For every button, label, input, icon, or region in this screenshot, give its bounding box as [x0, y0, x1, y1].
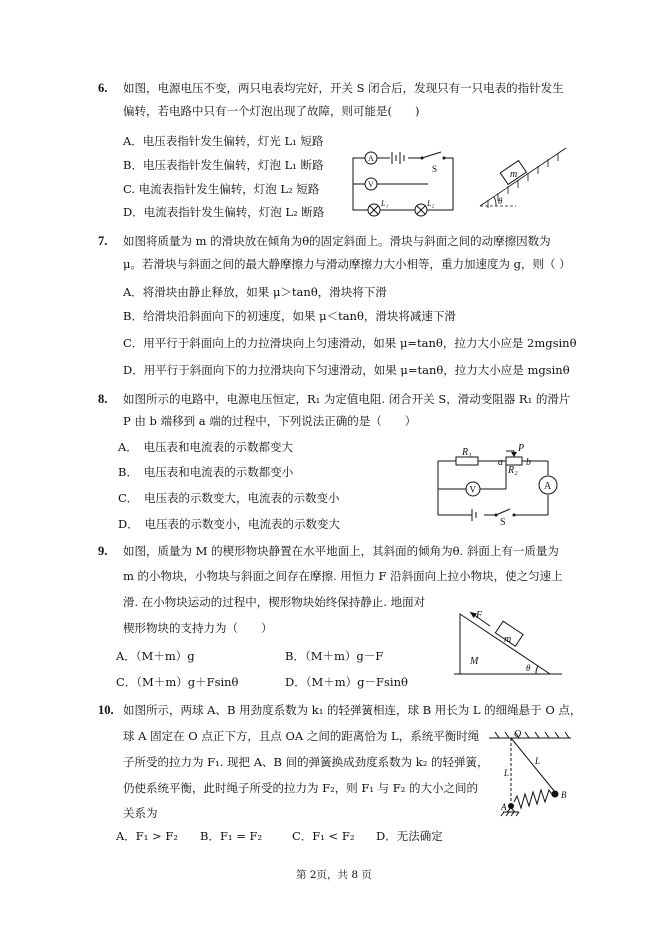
block-m-label: m: [510, 169, 518, 180]
q10-number: 10.: [98, 703, 114, 717]
q6-stem-line1: 如图，电源电压不变，两只电表均完好，开关 S 闭合后，发现只有一只电表的指针发生: [123, 81, 564, 95]
ball-b-icon: [552, 791, 559, 798]
end-b-label: b: [526, 457, 531, 468]
voltmeter-label: V: [368, 180, 374, 189]
q10-stem-line2: 球 A 固定在 O 点正下方，且点 OA 之间的距离恰为 L，系统平衡时绳: [123, 729, 480, 743]
q8-option-a: A． 电压表和电流表的示数都变大: [118, 440, 294, 454]
q7-stem-line2: μ。若滑块与斜面之间的最大静摩擦力与滑动摩擦力大小相等，重力加速度为 g，则（ ）: [123, 257, 571, 271]
q7-number: 7.: [98, 234, 108, 248]
q8-switch-label: S: [500, 517, 506, 528]
q6-option-a: A．电压表指针发生偏转，灯光 L₁ 短路: [123, 134, 324, 148]
q10-stem-line1: 如图所示，两球 A、B 用劲度系数为 k₁ 的轻弹簧相连，球 B 用长为 L 的细绳悬于 O 点，: [123, 703, 582, 717]
q6-option-c: C. 电流表指针发生偏转，灯泡 L₂ 短路: [123, 182, 320, 196]
point-o-label: O: [514, 729, 522, 740]
length-l-label-2: L: [535, 756, 541, 766]
q7-option-d: D．用平行于斜面向下的力拉滑块向下匀速滑动，如果 μ=tanθ，拉力大小应是 mgsinθ: [123, 363, 570, 377]
q10-option-d: D．无法确定: [376, 829, 443, 843]
q9-stem-line1: 如图，质量为 M 的楔形物块静置在水平地面上，其斜面的倾角为θ. 斜面上有一质量为: [123, 544, 559, 558]
q10-option-b: B．F₁ = F₂: [200, 829, 263, 843]
end-a-label: a: [498, 457, 503, 468]
q8-ammeter-label: A: [544, 481, 552, 492]
q9-option-d: D．（M＋m）g－Fsinθ: [285, 675, 408, 689]
q9-stem-line2: m 的小物块，小物块与斜面之间存在摩擦. 用恒力 F 沿斜面向上拉小物块，使之匀速上: [123, 569, 563, 583]
q7-option-b: B．给滑块沿斜面向下的初速度，如果 μ＜tanθ，滑块将减速下滑: [123, 309, 456, 323]
q6-incline-figure: [466, 140, 570, 212]
q6-stem-line2: 偏转，若电路中只有一个灯泡出现了故障，则可能是( ): [123, 104, 420, 118]
q9-theta-label: θ: [526, 663, 531, 673]
q7-option-c: C．用平行于斜面向上的力拉滑块向上匀速滑动，如果 μ=tanθ，拉力大小应是 2mgsinθ: [123, 336, 577, 350]
q8-stem-line1: 如图所示的电路中，电源电压恒定，R₁ 为定值电阻. 闭合开关 S，滑动变阻器 R₁ 的滑片: [123, 392, 571, 406]
switch-label: S: [432, 164, 438, 174]
q9-option-c: C．（M＋m）g＋Fsinθ: [116, 675, 239, 689]
q6-number: 6.: [98, 81, 108, 95]
slider-p-label: P: [518, 443, 525, 454]
q9-number: 9.: [98, 544, 108, 558]
q8-number: 8.: [98, 392, 108, 406]
q9-wedge-figure: [454, 604, 562, 680]
l2-label: L₂: [427, 199, 435, 208]
ball-a-icon: [508, 803, 514, 809]
force-f-label: F: [476, 610, 483, 621]
q9-stem-line3: 滑. 在小物块运动的过程中，楔形物块始终保持静止. 地面对: [123, 595, 426, 609]
q10-stem-line4: 仍使系统平衡，此时绳子所受的拉力为 F₂，则 F₁ 与 F₂ 的大小之间的: [123, 781, 479, 795]
page-footer: 第 2页，共 8 页: [296, 869, 372, 881]
q9-stem-line4: 楔形物块的支持力为（ ）: [123, 621, 273, 635]
q10-stem-line3: 子所受的拉力为 F₁. 现把 A、B 间的弹簧换成劲度系数为 k₂ 的轻弹簧，: [123, 755, 489, 769]
q9-option-a: A．（M＋m）g: [116, 649, 195, 663]
q8-option-d: D． 电压表的示数变小，电流表的示数变大: [118, 517, 340, 531]
q10-spring-figure: [487, 728, 577, 824]
ammeter-label: A: [368, 154, 374, 163]
q8-option-c: C． 电压表的示数变大，电流表的示数变小: [118, 491, 340, 505]
q10-option-a: A．F₁ > F₂: [116, 829, 178, 843]
ball-b-label: B: [561, 790, 567, 800]
q8-stem-line2: P 由 b 端移到 a 端的过程中，下列说法正确的是（ ）: [123, 414, 417, 428]
r1-label: R₁: [462, 447, 472, 458]
q8-circuit-figure: [434, 443, 566, 529]
q8-voltmeter-label: V: [469, 484, 476, 495]
theta-label: θ: [498, 196, 503, 206]
q10-option-c: C．F₁ < F₂: [292, 829, 355, 843]
ball-a-label: A: [501, 802, 507, 812]
q7-stem-line1: 如图将质量为 m 的滑块放在倾角为θ的固定斜面上。滑块与斜面之间的动摩擦因数为: [123, 234, 551, 248]
q7-option-a: A．将滑块由静止释放，如果 μ＞tanθ，滑块将下滑: [123, 285, 387, 299]
q9-option-b: B．（M＋m）g－F: [285, 649, 384, 663]
q10-stem-line5: 关系为: [123, 806, 158, 820]
q6-option-b: B．电压表指针发生偏转，灯泡 L₁ 断路: [123, 158, 324, 172]
q8-option-b: B． 电压表和电流表的示数都变小: [118, 465, 294, 479]
q6-circuit-figure: [348, 150, 460, 216]
length-l-label-1: L: [504, 768, 510, 778]
l1-label: L₁: [381, 199, 389, 208]
r2-label: R₂: [508, 465, 518, 476]
wedge-m-label: M: [470, 656, 479, 667]
q9-block-m-label: m: [504, 634, 512, 645]
q6-option-d: D．电流表指针发生偏转，灯泡 L₂ 断路: [123, 205, 325, 219]
